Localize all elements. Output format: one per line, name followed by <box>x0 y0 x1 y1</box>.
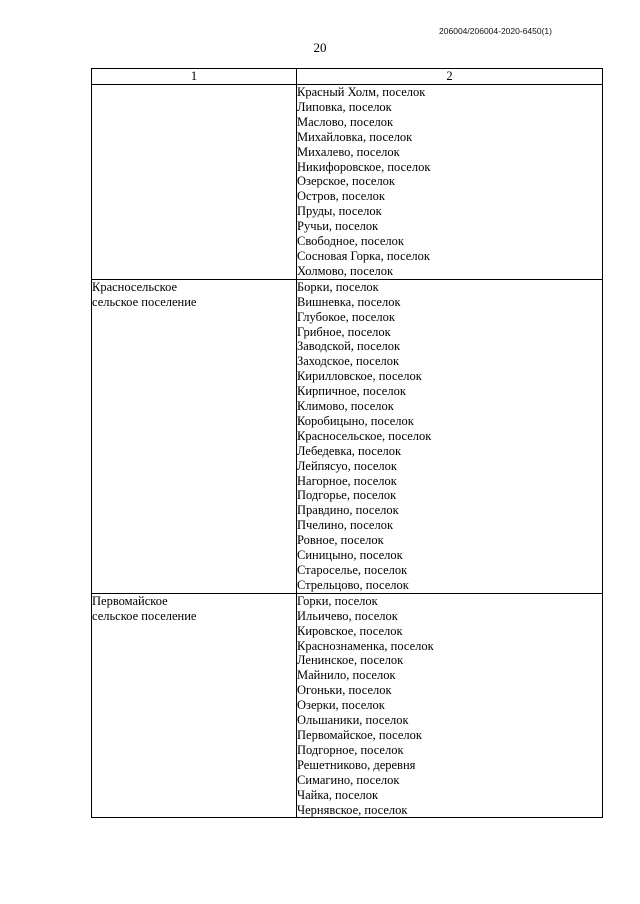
column-header-1: 1 <box>92 69 297 85</box>
table-body <box>92 85 603 818</box>
list-item: Ручьи, поселок <box>297 219 379 234</box>
list-item: Красносельское, поселок <box>297 428 432 443</box>
list-item: Грибное, поселок <box>297 324 391 339</box>
settlements-list-cell <box>297 593 603 818</box>
list-item: Кировское, поселок <box>297 623 403 638</box>
list-item: Коробицыно, поселок <box>297 413 414 428</box>
list-item: Холмово, поселок <box>297 263 394 278</box>
area-name-line: сельское поселение <box>92 608 197 623</box>
area-name-line: сельское поселение <box>92 294 197 309</box>
list-item: Красный Холм, поселок <box>297 85 426 99</box>
page-number: 20 <box>313 40 327 55</box>
list-item: Пчелино, поселок <box>297 518 394 533</box>
list-item: Огоньки, поселок <box>297 683 392 698</box>
settlement-area-cell <box>92 279 297 593</box>
list-item: Кирпичное, поселок <box>297 384 406 399</box>
list-item: Ленинское, поселок <box>297 653 404 668</box>
list-item: Ровное, поселок <box>297 533 384 548</box>
settlements-list-cell <box>297 85 603 280</box>
list-item: Заводской, поселок <box>297 339 401 354</box>
list-item: Озерское, поселок <box>297 174 396 189</box>
list-item: Майнило, поселок <box>297 668 396 683</box>
area-name-line: Красносельское <box>92 279 178 294</box>
document-id: 206004/206004-2020-6450(1) <box>439 26 552 36</box>
list-item: Решетниково, деревня <box>297 757 416 772</box>
list-item: Ольшаники, поселок <box>297 713 409 728</box>
column-header-2: 2 <box>297 69 603 85</box>
list-item: Пруды, поселок <box>297 204 382 219</box>
table-row <box>92 593 603 818</box>
list-item: Подгорье, поселок <box>297 488 397 503</box>
list-item: Синицыно, поселок <box>297 548 403 563</box>
list-item: Никифоровское, поселок <box>297 159 431 174</box>
table-row <box>92 279 603 593</box>
list-item: Сосновая Горка, поселок <box>297 248 430 263</box>
table-header-row <box>92 69 603 85</box>
list-item: Климово, поселок <box>297 399 394 414</box>
list-item: Михайловка, поселок <box>297 129 413 144</box>
list-item: Лебедевка, поселок <box>297 443 402 458</box>
list-item: Нагорное, поселок <box>297 473 397 488</box>
settlements-table <box>91 68 603 818</box>
settlements-list-cell <box>297 279 603 593</box>
area-name-line: Первомайское <box>92 593 168 608</box>
settlement-area-cell <box>92 593 297 818</box>
list-item: Свободное, поселок <box>297 234 404 249</box>
list-item: Симагино, поселок <box>297 772 400 787</box>
list-item: Глубокое, поселок <box>297 309 395 324</box>
list-item: Горки, поселок <box>297 593 378 608</box>
list-item: Подгорное, поселок <box>297 742 404 757</box>
list-item: Первомайское, поселок <box>297 727 422 742</box>
table-row <box>92 85 603 280</box>
list-item: Кирилловское, поселок <box>297 369 422 384</box>
list-item: Ильичево, поселок <box>297 608 398 623</box>
list-item: Лейпясуо, поселок <box>297 458 397 473</box>
list-item: Озерки, поселок <box>297 698 385 713</box>
settlement-area-cell <box>92 85 297 280</box>
list-item: Чернявское, поселок <box>297 802 408 817</box>
list-item: Борки, поселок <box>297 279 379 294</box>
list-item: Заходское, поселок <box>297 354 400 369</box>
list-item: Маслово, поселок <box>297 114 394 129</box>
list-item: Краснознаменка, поселок <box>297 638 434 653</box>
list-item: Вишневка, поселок <box>297 294 401 309</box>
list-item: Чайка, поселок <box>297 787 379 802</box>
list-item: Михалево, поселок <box>297 144 400 159</box>
list-item: Староселье, поселок <box>297 563 408 577</box>
list-item: Остров, поселок <box>297 189 385 204</box>
list-item: Стрельцово, поселок <box>297 577 409 592</box>
list-item: Липовка, поселок <box>297 99 392 114</box>
list-item: Правдино, поселок <box>297 503 399 518</box>
